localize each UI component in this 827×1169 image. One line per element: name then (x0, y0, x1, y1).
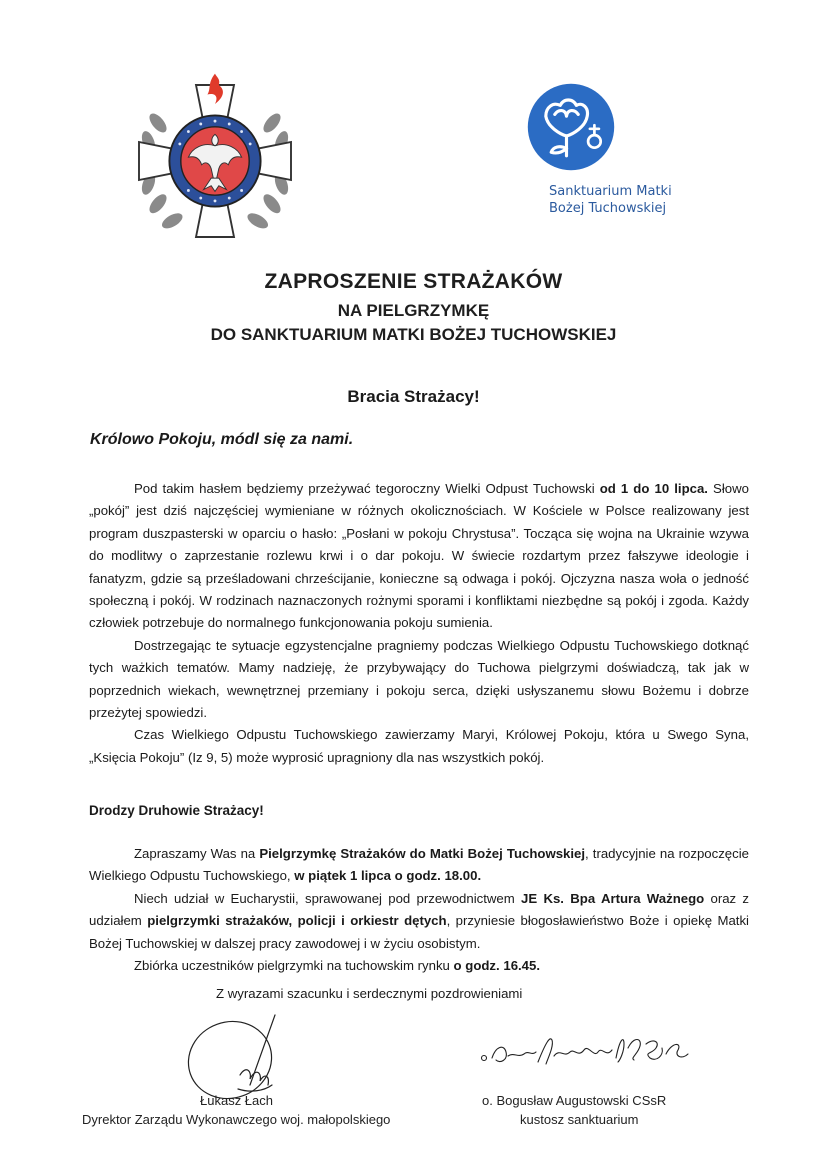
signatory-right-role: kustosz sanktuarium (520, 1112, 639, 1127)
section1-paragraph1: Pod takim hasłem będziemy przeżywać tegoroczny Wielki Odpust Tuchowski od 1 do 10 lipca. Słowo „pokój” jest dziś najczęściej wymieniane w różnych okolicznościach. W Kościele w Polsce realizowany jest program duszpasterski w oparciu o hasło: „Posłani w pokoju Chrystusa”. Tocząca się wojna na Ukrainie wzywa do modlitwy o zaprzestanie rozlewu krwi i o dar pokoju. W świecie rozdartym przez fałszywe ideologie i fanatyzm, gdzie są prześladowani chrześcijanie, konieczne są odwaga i pokój. Ojczyzna nasza woła o jedność społeczną i pokój. W rodzinach naznaczonych rożnymi sporami i konfliktami niezbędne są pokój i zgoda. Każdy człowiek potrzebuje do normalnego funkcjonowania pokoju sumienia. (89, 481, 749, 631)
section2-paragraph3: Zbiórka uczestników pielgrzymki na tuchowskim rynku o godz. 16.45. (134, 958, 541, 974)
signatory-right-name: o. Bogusław Augustowski CSsR (482, 1093, 667, 1108)
fire-brigade-cross-emblem-icon (120, 66, 310, 256)
document-title-line1: ZAPROSZENIE STRAŻAKÓW (264, 270, 563, 293)
section1-body (89, 478, 749, 769)
document-title-line2: NA PIELGRZYMKĘ (337, 301, 490, 320)
sanctuary-name-line2: Bożej Tuchowskiej (549, 201, 667, 216)
sanctuary-name-line1: Sanktuarium Matki (549, 184, 672, 199)
druhowie-heading: Drodzy Druhowie Strażacy! (89, 803, 264, 818)
closing-greeting: Z wyrazami szacunku i serdecznymi pozdrowieniami (216, 986, 523, 1001)
greeting: Bracia Strażacy! (347, 387, 480, 406)
handwritten-signature-left-icon (180, 1005, 310, 1105)
section2-paragraph1: Zapraszamy Was na Pielgrzymkę Strażaków do Matki Bożej Tuchowskiej, tradycyjnie na rozpoczęcie Wielkiego Odpustu Tuchowskiego, w piątek 1 lipca o godz. 18.00. (89, 846, 749, 884)
sanctuary-name (549, 183, 689, 217)
signatory-left-role: Dyrektor Zarządu Wykonawczego woj. małopolskiego (82, 1112, 391, 1127)
section1-paragraph3: Czas Wielkiego Odpustu Tuchowskiego zawierzamy Maryi, Królowej Pokoju, która u Swego Syna, „Księcia Pokoju” (Iz 9, 5) może wyprosić upragniony dla nas wszystkich pokój. (89, 727, 749, 765)
sanctuary-rose-emblem-icon (526, 82, 616, 172)
document-title-line3: DO SANKTUARIUM MATKI BOŻEJ TUCHOWSKIEJ (210, 325, 617, 344)
section1-paragraph2: Dostrzegając te sytuacje egzystencjalne pragniemy podczas Wielkiego Odpustu Tuchowskiego dotknąć tych ważkich tematów. Mamy nadzieję, że przybywający do Tuchowa pielgrzymi doświadczą, tak jak w poprzednich wiekach, wewnętrznej przemiany i pokoju serca, dzięki usłyszanemu słowu Bożemu i dobrze przeżytej spowiedzi. (89, 637, 749, 721)
handwritten-signature-right-icon (478, 1028, 693, 1073)
section2-paragraph2: Niech udział w Eucharystii, sprawowanej pod przewodnictwem JE Ks. Bpa Artura Ważnego oraz z udziałem pielgrzymki strażaków, policji i orkiestr dętych, przyniesie błogosławieństwo Boże i opiekę Matki Bożej Tuchowskiej w dalszej pracy zawodowej i w życiu osobistym. (89, 890, 750, 951)
motto: Królowo Pokoju, módl się za nami. (90, 431, 354, 448)
signatory-left-name: Łukasz Łach (200, 1093, 273, 1108)
section2-body (89, 843, 749, 977)
